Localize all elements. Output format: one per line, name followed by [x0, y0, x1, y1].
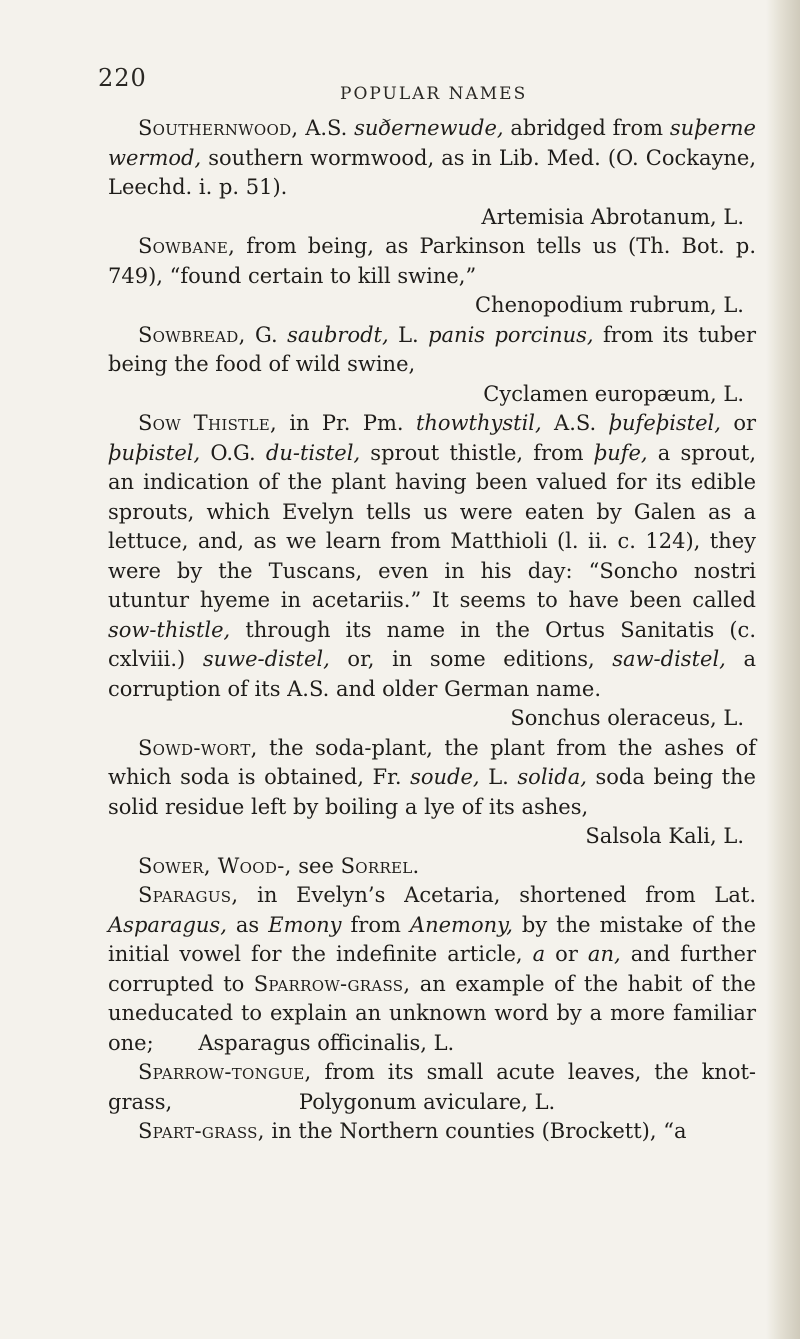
entry-italic: saubrodt, — [287, 322, 389, 347]
entry-text: a corruption of its A.S. and older German name. — [108, 647, 756, 701]
dictionary-body — [108, 114, 756, 1147]
headword: Sparagus, — [138, 883, 239, 907]
entry-text: L. — [388, 322, 429, 347]
entry-italic: solida, — [517, 765, 587, 789]
entry-italic: an, — [587, 942, 621, 966]
entry-italic: Asparagus, — [108, 912, 227, 937]
cross-reference: Sparrow-grass, — [253, 971, 411, 996]
entry-text: G. — [245, 322, 288, 347]
page-number: 220 — [98, 64, 147, 92]
entry-text: in Evelyn’s Acetaria, shortened from Lat. — [238, 883, 756, 907]
entry-text: southern wormwood, as in Lib. Med. (O. Cockayne, Leechd. i. p. 51). — [108, 145, 756, 199]
entry-text: A.S. — [541, 411, 609, 435]
entry-text: abridged from — [503, 116, 670, 140]
entry-text: or — [545, 942, 588, 966]
headword: Spart-grass, — [138, 1119, 265, 1143]
entry-text: by the mistake of the initial vowel for the indefinite article, — [108, 912, 756, 966]
entry-italic: thowthystil, — [415, 411, 542, 435]
latin-name: Asparagus officinalis, L. — [198, 1030, 455, 1055]
entry-text: from its small acute leaves, the knot-grass, — [108, 1060, 756, 1114]
entry-text: in the Northern counties (Brockett), “a — [264, 1119, 687, 1143]
entry-sower-wood — [108, 852, 756, 882]
entry-italic: soude, — [410, 765, 480, 789]
cross-reference: Sorrel. — [340, 853, 420, 878]
headword: Southernwood, — [138, 116, 299, 140]
entry-text: as — [226, 912, 269, 937]
entry-italic: þuþistel, — [108, 440, 201, 465]
entry-text: or, in some editions, — [329, 647, 613, 671]
entry-text: a sprout, an indication of the plant having been valued for its edible sprouts, which Evelyn tells us were eaten by Galen as a lettuce, and, as we learn from Matthioli (l. ii. c. 124), they were by the Tuscans, even in his day: “Soncho nostri utuntur hyeme in acetariis.” It seems to have been called — [108, 440, 757, 612]
entry-italic: panis porcinus, — [428, 322, 594, 347]
entry-italic: sow-thistle, — [108, 617, 231, 642]
headword: Sower, Wood-, — [138, 853, 292, 878]
entry-southernwood — [108, 114, 756, 232]
entry-text: see — [291, 853, 341, 878]
latin-name: Polygonum aviculare, L. — [298, 1089, 556, 1114]
entry-text: from — [341, 912, 410, 937]
page-edge-shadow — [766, 0, 800, 1339]
entry-italic: suþerne wermod, — [108, 116, 756, 170]
latin-name: Salsola Kali, L. — [585, 824, 744, 848]
entry-italic: suwe-distel, — [202, 647, 330, 671]
entry-sowd-wort — [108, 734, 756, 852]
entry-sparrow-tongue — [108, 1058, 756, 1117]
entry-italic: du-tistel, — [265, 440, 361, 465]
entry-italic: saw-distel, — [612, 647, 726, 671]
entry-text: from its tuber being the food of wild swine, — [108, 322, 756, 376]
headword: Sparrow-tongue, — [138, 1060, 312, 1084]
entry-text: the soda-plant, the plant from the ashes of which soda is obtained, Fr. — [108, 735, 756, 789]
entry-text: O.G. — [200, 440, 266, 465]
entry-text: in Pr. Pm. — [276, 411, 416, 435]
entry-italic: Emony — [268, 912, 342, 937]
entry-italic: Anemony, — [409, 912, 513, 937]
latin-name: Artemisia Abrotanum, L. — [481, 204, 744, 229]
entry-italic: þufe, — [593, 440, 648, 465]
latin-name: Sonchus oleraceus, L. — [510, 706, 744, 730]
headword: Sow Thistle, — [138, 411, 277, 435]
entry-text: an example of the habit of the uneducated to explain an unknown word by a more familiar one; — [108, 971, 756, 1055]
entry-text: through its name in the Ortus Sanitatis (c. cxlviii.) — [108, 617, 756, 671]
entry-sowbane — [108, 232, 756, 321]
running-head: POPULAR NAMES — [340, 84, 528, 104]
entry-text: soda being the solid residue left by boiling a lye of its ashes, — [108, 765, 756, 819]
latin-name: Chenopodium rubrum, L. — [474, 293, 744, 317]
entry-spart-grass — [108, 1117, 756, 1147]
entry-italic: suðernewude, — [354, 116, 504, 140]
entry-sow-thistle — [108, 409, 756, 734]
headword: Sowbane, — [138, 234, 236, 258]
entry-text: or — [720, 411, 757, 435]
entry-text: and further corrupted to — [108, 942, 756, 996]
entry-sowbread — [108, 321, 756, 410]
entry-text: from being, as Parkinson tells us (Th. Bot. p. 749), “found certain to kill swine,” — [108, 234, 756, 288]
entry-text: A.S. — [298, 116, 355, 140]
entry-text: sprout thistle, from — [360, 440, 594, 465]
headword: Sowd-wort, — [138, 735, 258, 760]
headword: Sowbread, — [138, 322, 246, 347]
latin-name: Cyclamen europæum, L. — [483, 381, 744, 406]
entry-sparagus — [108, 881, 756, 1058]
entry-italic: þufeþistel, — [608, 411, 721, 435]
entry-italic: a — [532, 942, 546, 966]
entry-text: L. — [479, 765, 518, 789]
